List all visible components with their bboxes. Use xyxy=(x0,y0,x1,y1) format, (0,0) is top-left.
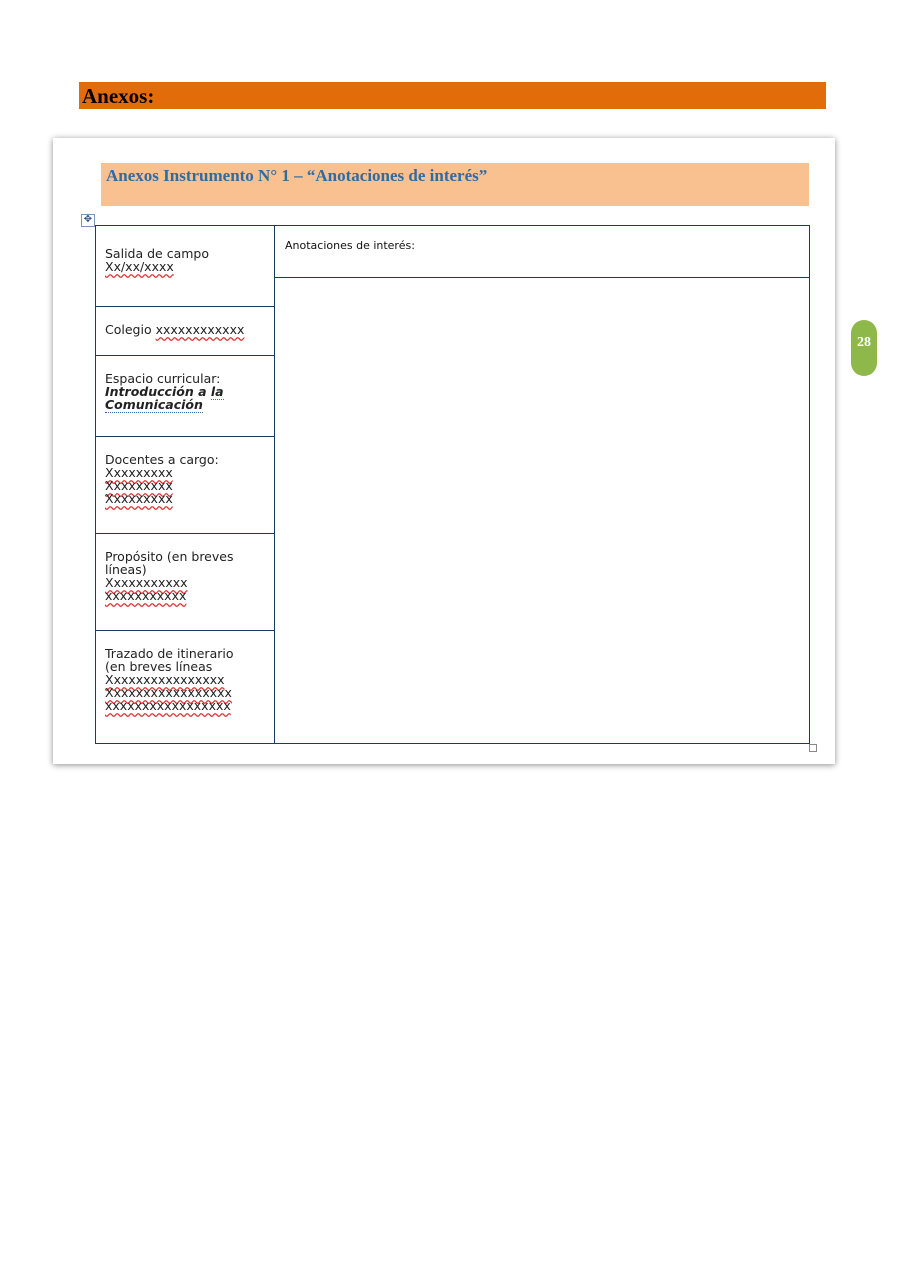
table-row xyxy=(96,356,274,437)
row-value: xxxxxxxxxxxxxxxxx xyxy=(105,698,231,713)
table-row xyxy=(96,534,274,631)
annotations-header-cell xyxy=(275,226,809,278)
section-heading-banner xyxy=(79,82,826,109)
row-value: Xxxxxxxxxxxxxxxxx xyxy=(105,685,232,700)
table-row xyxy=(96,631,274,743)
annex-title-bar xyxy=(101,163,809,206)
table-resize-handle-icon xyxy=(809,744,817,752)
table-row xyxy=(96,226,274,307)
row-label: Colegio xyxy=(105,322,152,337)
table-row xyxy=(96,307,274,356)
annotations-table xyxy=(95,225,810,744)
row-label: Salida de campo xyxy=(105,246,209,261)
page-number: 28 xyxy=(857,335,871,350)
row-value-part: Introducción a xyxy=(105,384,211,399)
row-value: Xxxxxxxxx xyxy=(105,465,173,480)
table-move-handle-icon: ✥ xyxy=(81,214,95,227)
table-left-column xyxy=(96,226,275,743)
annotations-header-label: Anotaciones de interés: xyxy=(285,239,415,252)
row-value-part: la xyxy=(210,384,224,399)
row-value: Xxxxxxxxxxx xyxy=(105,575,188,590)
row-value: xxxxxxxxxxx xyxy=(105,588,187,603)
embedded-document-image xyxy=(53,138,835,764)
row-value: xxxxxxxxxxxx xyxy=(155,322,245,337)
section-heading: Anexos: xyxy=(82,84,155,108)
page-number-badge xyxy=(851,320,877,376)
row-value: Xxxxxxxxxxxxxxxx xyxy=(105,672,225,687)
row-label: (en breves líneas xyxy=(105,659,213,674)
row-value: Xxxxxxxxx xyxy=(105,491,173,506)
row-label: Espacio curricular: xyxy=(105,371,221,386)
row-value: Xx/xx/xxxx xyxy=(105,259,174,274)
annex-title: Anexos Instrumento N° 1 – “Anotaciones de interés” xyxy=(106,166,488,185)
table-row xyxy=(96,437,274,534)
row-value: Xxxxxxxxx xyxy=(105,478,173,493)
row-value-part: Comunicación xyxy=(105,397,203,412)
row-label: líneas) xyxy=(105,562,147,577)
row-label: Trazado de itinerario xyxy=(105,646,234,661)
row-label: Propósito (en breves xyxy=(105,549,234,564)
row-label: Docentes a cargo: xyxy=(105,452,219,467)
